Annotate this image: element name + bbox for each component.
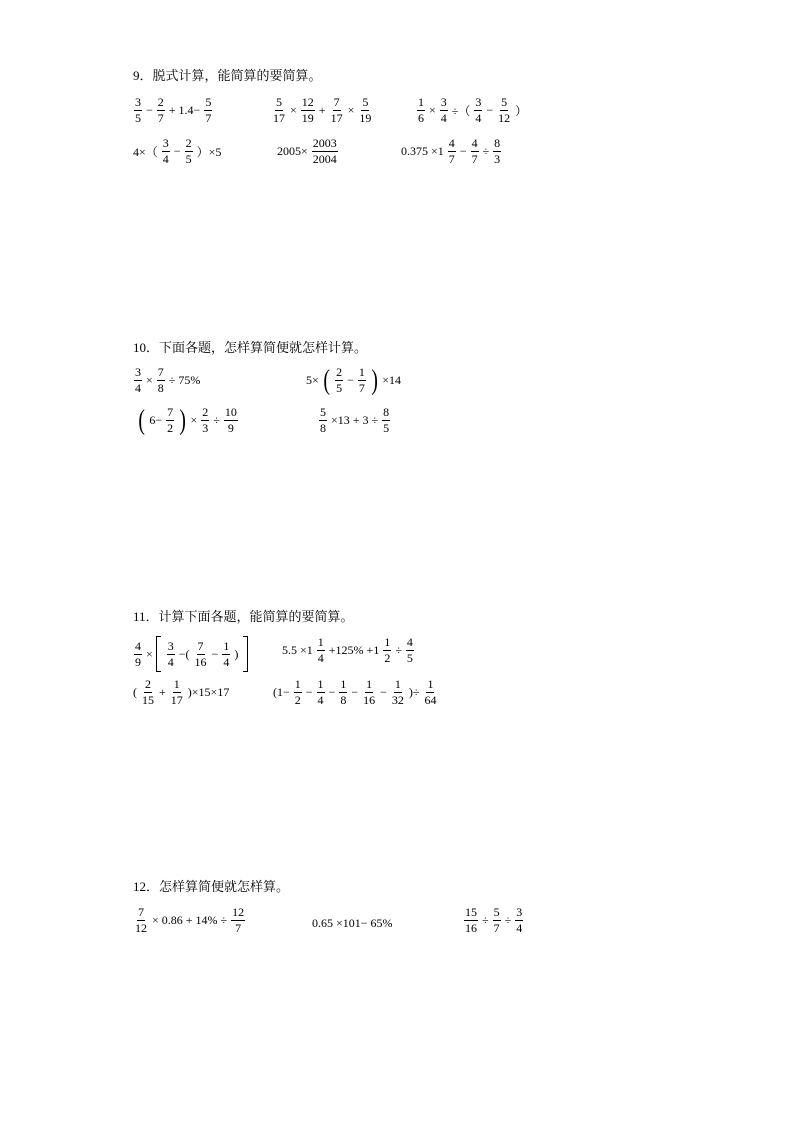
q9-title: 9．脱式计算，能简算的要简算。 — [133, 68, 322, 83]
denominator: 7 — [471, 152, 478, 166]
fraction — [272, 96, 286, 125]
numerator: 3 — [475, 95, 482, 109]
denominator: 2004 — [312, 152, 337, 166]
fraction — [382, 406, 390, 435]
operator: − — [173, 144, 181, 158]
denominator: 7 — [448, 152, 455, 166]
q12-title: 12．怎样算简便就怎样算。 — [133, 879, 290, 894]
fraction — [423, 678, 437, 707]
denominator: 16 — [194, 654, 207, 669]
fraction — [515, 906, 523, 935]
right-paren: ) — [179, 404, 187, 436]
denominator: 19 — [301, 111, 314, 125]
operator: × — [290, 103, 297, 117]
q12-expr-1 — [133, 906, 246, 935]
numerator: 4 — [406, 635, 413, 649]
fraction — [391, 678, 405, 707]
operator: × 0.86 + 14% ÷ — [152, 913, 228, 927]
q10-expr-4 — [318, 406, 391, 435]
denominator: 2 — [167, 421, 174, 435]
q11-expr-3 — [133, 678, 229, 707]
fraction — [194, 640, 208, 669]
fraction — [440, 96, 448, 125]
operator: 0.65 ×101− 65% — [312, 915, 393, 930]
numerator: 1 — [394, 677, 401, 691]
denominator: 7 — [205, 111, 212, 125]
denominator: 7 — [235, 921, 242, 935]
operator: 4×（ — [133, 145, 158, 159]
operator: ÷ — [482, 913, 489, 927]
operator: )÷ — [408, 685, 420, 699]
fraction — [317, 678, 325, 707]
q12-expr-3 — [463, 906, 524, 935]
fraction — [335, 366, 343, 395]
operator: ( — [133, 685, 137, 699]
operator: + — [159, 685, 166, 699]
q9-expr-1 — [133, 96, 213, 125]
numerator: 3 — [135, 95, 141, 109]
fraction — [141, 678, 155, 707]
operator: × — [146, 646, 153, 661]
numerator: 2 — [157, 95, 164, 109]
numerator: 1 — [223, 638, 230, 653]
denominator: 17 — [330, 111, 343, 125]
fraction — [134, 906, 148, 935]
denominator: 19 — [359, 111, 372, 125]
numerator: 12 — [301, 95, 314, 109]
fraction — [358, 366, 366, 395]
operator: ×14 — [382, 373, 401, 387]
fraction — [224, 406, 238, 435]
left-paren: ( — [138, 404, 145, 436]
fraction — [319, 406, 327, 435]
fraction — [358, 96, 372, 125]
fraction — [294, 678, 302, 707]
numerator: 8 — [494, 136, 501, 150]
q11-expr-4 — [273, 678, 438, 707]
numerator: 3 — [516, 905, 523, 919]
denominator: 8 — [157, 381, 164, 395]
fraction — [134, 640, 142, 669]
denominator: 2 — [384, 651, 391, 665]
denominator: 4 — [516, 921, 523, 935]
fraction — [417, 96, 425, 125]
denominator: 5 — [185, 152, 192, 166]
operator: ) — [234, 646, 239, 661]
numerator: 2 — [202, 405, 209, 419]
operator: ÷ — [395, 643, 402, 657]
denominator: 4 — [135, 381, 141, 395]
fraction — [201, 406, 209, 435]
numerator: 3 — [440, 95, 447, 109]
q10-expr-3 — [137, 406, 239, 435]
operator: 0.375 ×1 — [401, 144, 444, 158]
fraction — [134, 96, 142, 125]
right-paren: ) — [371, 364, 378, 396]
fraction — [448, 137, 456, 166]
numerator: 1 — [340, 677, 347, 691]
left-bracket — [156, 636, 161, 672]
fraction — [204, 96, 212, 125]
numerator: 1 — [294, 677, 301, 691]
operator: ÷ 75% — [168, 373, 201, 387]
denominator: 32 — [391, 693, 404, 707]
denominator: 8 — [320, 421, 326, 435]
operator: )×15×17 — [187, 685, 230, 699]
numerator: 5 — [362, 95, 369, 109]
numerator: 1 — [384, 635, 391, 649]
operator: + 1.4− — [168, 103, 201, 117]
left-paren: ( — [323, 364, 330, 396]
denominator: 5 — [406, 651, 413, 665]
fraction — [406, 636, 414, 665]
numerator: 2 — [336, 365, 343, 379]
denominator: 7 — [157, 111, 164, 125]
numerator: 1 — [427, 677, 434, 691]
numerator: 1 — [173, 677, 180, 691]
fraction — [493, 906, 501, 935]
numerator: 7 — [197, 638, 204, 653]
fraction — [383, 636, 391, 665]
denominator: 17 — [170, 693, 183, 707]
operator: ÷ — [213, 413, 220, 427]
denominator: 2 — [294, 693, 301, 707]
numerator: 5 — [205, 95, 212, 109]
q10-expr-1 — [133, 366, 200, 395]
q11-expr-1 — [133, 636, 248, 672]
fraction — [134, 366, 142, 395]
operator: − — [146, 103, 153, 117]
denominator: 15 — [142, 693, 154, 707]
q9-expr-5 — [277, 137, 339, 166]
fraction — [301, 96, 315, 125]
numerator: 5 — [501, 95, 508, 109]
numerator: 15 — [465, 905, 477, 919]
numerator: 10 — [224, 405, 237, 419]
fraction — [471, 137, 479, 166]
numerator: 1 — [358, 365, 365, 379]
fraction — [222, 640, 230, 669]
numerator: 2003 — [312, 136, 337, 150]
numerator: 7 — [167, 405, 174, 419]
operator: − — [380, 685, 387, 699]
denominator: 5 — [135, 111, 141, 125]
denominator: 3 — [202, 421, 209, 435]
operator: ÷ — [482, 144, 490, 158]
fraction — [464, 906, 478, 935]
operator: ） — [515, 104, 528, 118]
right-bracket — [243, 636, 248, 672]
fraction — [170, 678, 184, 707]
operator: −( — [178, 646, 190, 661]
denominator: 9 — [227, 421, 234, 435]
numerator: 4 — [448, 136, 455, 150]
numerator: 7 — [157, 365, 164, 379]
denominator: 3 — [494, 152, 501, 166]
denominator: 12 — [135, 921, 147, 935]
denominator: 16 — [363, 693, 376, 707]
denominator: 12 — [498, 111, 511, 125]
fraction — [474, 96, 482, 125]
denominator: 6 — [418, 111, 424, 125]
operator: × — [190, 413, 198, 427]
operator: ）×5 — [196, 145, 222, 159]
denominator: 4 — [440, 111, 447, 125]
denominator: 4 — [317, 693, 324, 707]
operator: ÷ — [504, 913, 512, 927]
operator: − — [347, 373, 354, 387]
numerator: 1 — [418, 95, 424, 109]
denominator: 4 — [317, 651, 324, 665]
numerator: 12 — [232, 905, 245, 919]
operator: ÷（ — [451, 104, 471, 118]
numerator: 3 — [167, 638, 174, 653]
denominator: 7 — [358, 381, 365, 395]
numerator: 7 — [138, 905, 144, 919]
operator: × — [146, 373, 153, 387]
denominator: 4 — [162, 152, 169, 166]
operator: − — [459, 144, 467, 158]
numerator: 5 — [493, 905, 500, 919]
fraction — [157, 366, 165, 395]
q9-expr-6 — [401, 137, 502, 166]
operator: − — [486, 103, 494, 117]
q9-expr-3 — [416, 96, 527, 125]
fraction — [166, 406, 174, 435]
fraction — [185, 137, 193, 166]
fraction — [493, 137, 501, 166]
operator: × — [347, 103, 355, 117]
numerator: 2 — [145, 677, 151, 691]
numerator: 8 — [383, 405, 390, 419]
denominator: 16 — [465, 921, 477, 935]
q9-expr-4 — [133, 137, 221, 166]
operator: − — [328, 685, 336, 699]
fraction — [317, 636, 325, 665]
denominator: 4 — [475, 111, 482, 125]
denominator: 7 — [493, 921, 500, 935]
denominator: 17 — [273, 111, 285, 125]
fraction — [339, 678, 347, 707]
operator: (1− — [273, 685, 290, 699]
numerator: 1 — [317, 635, 324, 649]
q11-expr-2 — [282, 636, 415, 665]
numerator: 1 — [366, 677, 373, 691]
q10-expr-2 — [306, 366, 401, 395]
q12-expr-2 — [312, 915, 393, 931]
q9-expr-2 — [271, 96, 373, 125]
denominator: 4 — [167, 654, 174, 669]
numerator: 3 — [162, 136, 169, 150]
fraction — [162, 137, 170, 166]
fraction — [330, 96, 344, 125]
operator: 5× — [306, 373, 319, 387]
operator: 2005× — [277, 144, 308, 158]
fraction — [167, 640, 175, 669]
numerator: 3 — [135, 365, 141, 379]
operator: 5.5 ×1 — [282, 643, 313, 657]
fraction — [312, 137, 338, 166]
q10-title: 10．下面各题，怎样算简便就怎样计算。 — [133, 340, 368, 355]
denominator: 4 — [223, 654, 230, 669]
operator: +125% +1 — [328, 643, 380, 657]
denominator: 8 — [340, 693, 347, 707]
denominator: 5 — [383, 421, 390, 435]
fraction — [497, 96, 511, 125]
q11-title: 11．计算下面各题，能简算的要简算。 — [133, 609, 354, 624]
operator: − — [211, 646, 219, 661]
numerator: 5 — [276, 95, 282, 109]
fraction — [157, 96, 165, 125]
fraction — [362, 678, 376, 707]
denominator: 64 — [424, 693, 437, 707]
operator: + — [318, 103, 326, 117]
numerator: 4 — [471, 136, 478, 150]
denominator: 9 — [135, 654, 141, 669]
operator: − — [351, 685, 359, 699]
operator: × — [429, 103, 436, 117]
fraction — [231, 906, 245, 935]
operator: ×13 + 3 ÷ — [331, 413, 379, 427]
denominator: 5 — [336, 381, 343, 395]
operator: 6− — [149, 413, 163, 427]
numerator: 2 — [185, 136, 192, 150]
numerator: 4 — [135, 638, 141, 653]
operator: − — [305, 685, 313, 699]
numerator: 5 — [320, 405, 326, 419]
numerator: 7 — [333, 95, 340, 109]
numerator: 1 — [317, 677, 324, 691]
